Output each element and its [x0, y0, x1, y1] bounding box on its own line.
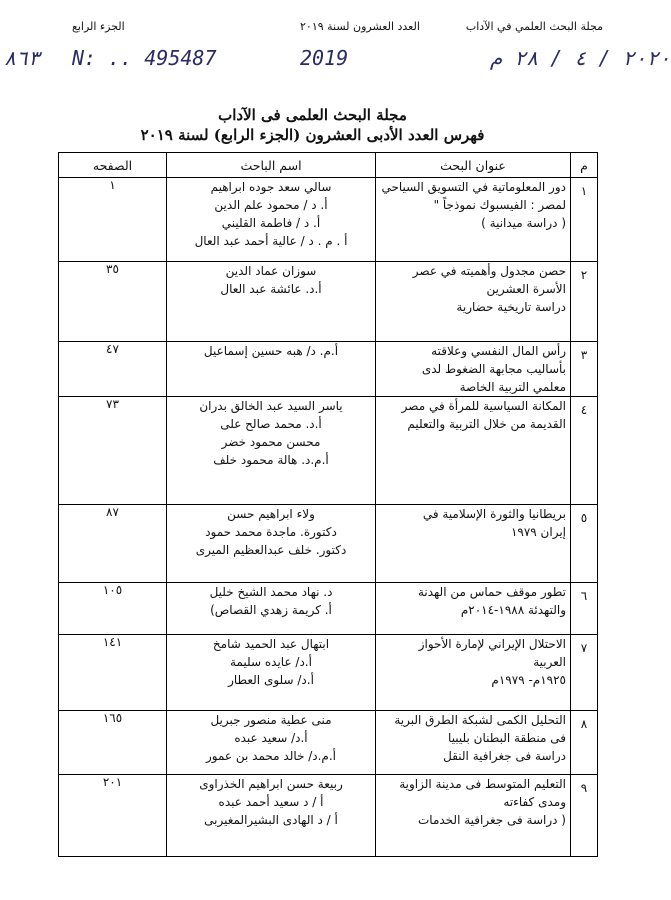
page-number-text: ٣٥: [106, 262, 119, 276]
handwritten-year: 2019: [300, 46, 349, 70]
title-line: بريطانيا والثورة الإسلامية في: [422, 507, 566, 521]
title-line: تطور موقف حماس من الهدنة: [417, 585, 566, 599]
author-line: سوزان عماد الدين: [225, 264, 317, 278]
title-line: ( دراسة ميدانية ): [481, 216, 566, 230]
header-page: الصفحه: [59, 153, 167, 178]
table-row: [59, 178, 598, 262]
table-row: [59, 635, 598, 711]
author-line: أ.م.د/ خالد محمد بن عمور: [205, 749, 337, 763]
table-row: [59, 583, 598, 635]
row-number: [571, 262, 598, 342]
table-row: [59, 711, 598, 775]
title-line: معلمي التربية الخاصة: [459, 380, 566, 394]
document-title: مجلة البحث العلمى فى الآداب: [218, 106, 407, 124]
author-line: أ.د/ سلوى العطار: [228, 673, 314, 687]
title-line: فى منطقة البطنان بليبيا: [448, 731, 566, 745]
researcher-names: [167, 775, 376, 857]
header-num: م: [571, 153, 598, 178]
row-number-text: ٦: [580, 589, 588, 603]
title-line: دور المعلوماتية في التسويق السياحي: [381, 180, 566, 194]
author-line: أ / د سعيد أحمد عبده: [218, 795, 324, 809]
author-line: أ . م . د / عالية أحمد عبد العال: [194, 234, 348, 248]
author-line: أ. د / فاطمة القليني: [221, 216, 321, 230]
author-line: ياسر السيد عبد الخالق بدران: [199, 399, 343, 413]
researcher-names: [167, 583, 376, 635]
row-number: [571, 505, 598, 583]
author-line: أ.م.د. هالة محمود خلف: [213, 453, 329, 467]
title-line: دراسة تاريخية حضارية: [456, 300, 566, 314]
page-number: [59, 262, 167, 342]
author-line: د. نهاد محمد الشيخ خليل: [209, 585, 333, 599]
row-number: [571, 775, 598, 857]
research-title: [376, 505, 571, 583]
row-number-text: ١: [580, 184, 588, 198]
handwritten-code: ٨٦٣: [4, 46, 41, 70]
table-row: [59, 397, 598, 505]
research-title: [376, 397, 571, 505]
row-number-text: ٣: [580, 348, 588, 362]
row-number: [571, 397, 598, 505]
row-number-text: ٩: [580, 781, 588, 795]
title-line: التعليم المتوسط فى مدينة الزاوية: [399, 777, 566, 791]
title-line: إيران ١٩٧٩: [510, 525, 566, 539]
row-number-text: ٨: [580, 717, 588, 731]
page-number: [59, 775, 167, 857]
title-line: ١٩٢٥م- ١٩٧٩م: [491, 673, 566, 687]
author-line: ابتهال عبد الحميد شامخ: [212, 637, 330, 651]
research-title: [376, 635, 571, 711]
research-title: [376, 262, 571, 342]
author-line: ربيعة حسن ابراهيم الخذراوى: [199, 777, 343, 791]
researcher-names: [167, 711, 376, 775]
table-row: [59, 262, 598, 342]
handwritten-number: N: .. 495487: [72, 46, 217, 70]
page-number-text: ١: [109, 178, 116, 192]
title-line: حصن مجدول وأهميته في عصر: [412, 264, 566, 278]
page-number-text: ٤٧: [106, 342, 119, 356]
title-line: بأساليب مجابهة الضغوط لدى: [421, 362, 566, 376]
table-header-row: [59, 153, 598, 178]
table-row: [59, 342, 598, 397]
header-author: اسم الباحث: [167, 153, 376, 178]
author-line: أ.د/ عايده سليمة: [230, 655, 312, 669]
research-title: [376, 711, 571, 775]
page-number: [59, 505, 167, 583]
table-row: [59, 505, 598, 583]
author-line: دكتور. خلف عبدالعظيم الميرى: [195, 543, 347, 557]
row-number-text: ٧: [580, 641, 588, 655]
page-number-text: ١٦٥: [102, 711, 123, 725]
author-line: أ. د / محمود علم الدين: [214, 198, 328, 212]
row-number-text: ٥: [580, 511, 588, 525]
researcher-names: [167, 262, 376, 342]
researcher-names: [167, 635, 376, 711]
journal-header: مجلة البحث العلمي في الآداب: [465, 20, 603, 33]
author-line: أ.د. محمد صالح على: [220, 417, 322, 431]
header-title: عنوان البحث: [376, 153, 571, 178]
page-number: [59, 178, 167, 262]
index-title: فهرس العدد الأدبى العشرون (الجزء الرابع) لسنة ٢٠١٩: [140, 126, 485, 144]
title-line: العربية: [533, 655, 566, 669]
researcher-names: [167, 505, 376, 583]
row-number: [571, 583, 598, 635]
page-number: [59, 583, 167, 635]
author-line: محسن محمود خضر: [221, 435, 321, 449]
part-header: الجزء الرابع: [72, 20, 125, 33]
row-number: [571, 342, 598, 397]
row-number: [571, 178, 598, 262]
author-line: دكتورة. ماجدة محمد حمود: [205, 525, 337, 539]
researcher-names: [167, 342, 376, 397]
page-number-text: ١٠٥: [102, 583, 123, 597]
page-number: [59, 635, 167, 711]
page-number: [59, 397, 167, 505]
row-number: [571, 635, 598, 711]
table-row: [59, 775, 598, 857]
author-line: منى عطية منصور جبريل: [210, 713, 332, 727]
row-number: [571, 711, 598, 775]
author-line: أ / د الهادى البشيرالمغيربى: [204, 813, 338, 827]
title-line: رأس المال النفسي وعلاقته: [431, 344, 566, 358]
title-line: المكانة السياسية للمرأة في مصر: [401, 399, 566, 413]
title-line: الأسرة العشرين: [486, 282, 566, 296]
page-number: [59, 342, 167, 397]
title-line: لمصر : الفيسبوك نموذجاً ": [433, 198, 566, 212]
research-title: [376, 342, 571, 397]
title-line: والتهدئة ١٩٨٨-٢٠١٤م: [460, 603, 566, 617]
handwritten-date: ٢٠٢٠ / ٤ / ٢٨ م: [490, 46, 671, 70]
title-line: دراسة فى جغرافية النقل: [443, 749, 566, 763]
author-line: أ. كريمة زهدي القصاص): [210, 603, 332, 617]
title-line: ( دراسة فى جغرافية الخدمات: [417, 813, 566, 827]
researcher-names: [167, 397, 376, 505]
researcher-names: [167, 178, 376, 262]
author-line: أ.م. د/ هبه حسين إسماعيل: [203, 344, 339, 358]
index-table: [58, 152, 598, 857]
title-line: التحليل الكمى لشبكة الطرق البرية: [394, 713, 566, 727]
page-number: [59, 711, 167, 775]
research-title: [376, 178, 571, 262]
author-line: أ.د/ سعيد عبده: [234, 731, 308, 745]
row-number-text: ٤: [580, 403, 588, 417]
research-title: [376, 775, 571, 857]
title-line: الاحتلال الإيراني لإمارة الأحواز: [418, 637, 566, 651]
page-number-text: ٧٣: [106, 397, 119, 411]
research-title: [376, 583, 571, 635]
page-number-text: ٢٠١: [102, 775, 123, 789]
issue-header: العدد العشرون لسنة ٢٠١٩: [300, 20, 420, 33]
page-number-text: ٨٧: [106, 505, 119, 519]
title-line: القديمة من خلال التربية والتعليم: [407, 417, 566, 431]
author-line: أ.د. عائشة عبد العال: [220, 282, 322, 296]
title-line: ومدى كفاءته: [503, 795, 566, 809]
page-number-text: ١٤١: [102, 635, 123, 649]
author-line: سالي سعد جوده ابراهيم: [210, 180, 332, 194]
author-line: ولاء ابراهيم حسن: [227, 507, 315, 521]
row-number-text: ٢: [580, 268, 588, 282]
